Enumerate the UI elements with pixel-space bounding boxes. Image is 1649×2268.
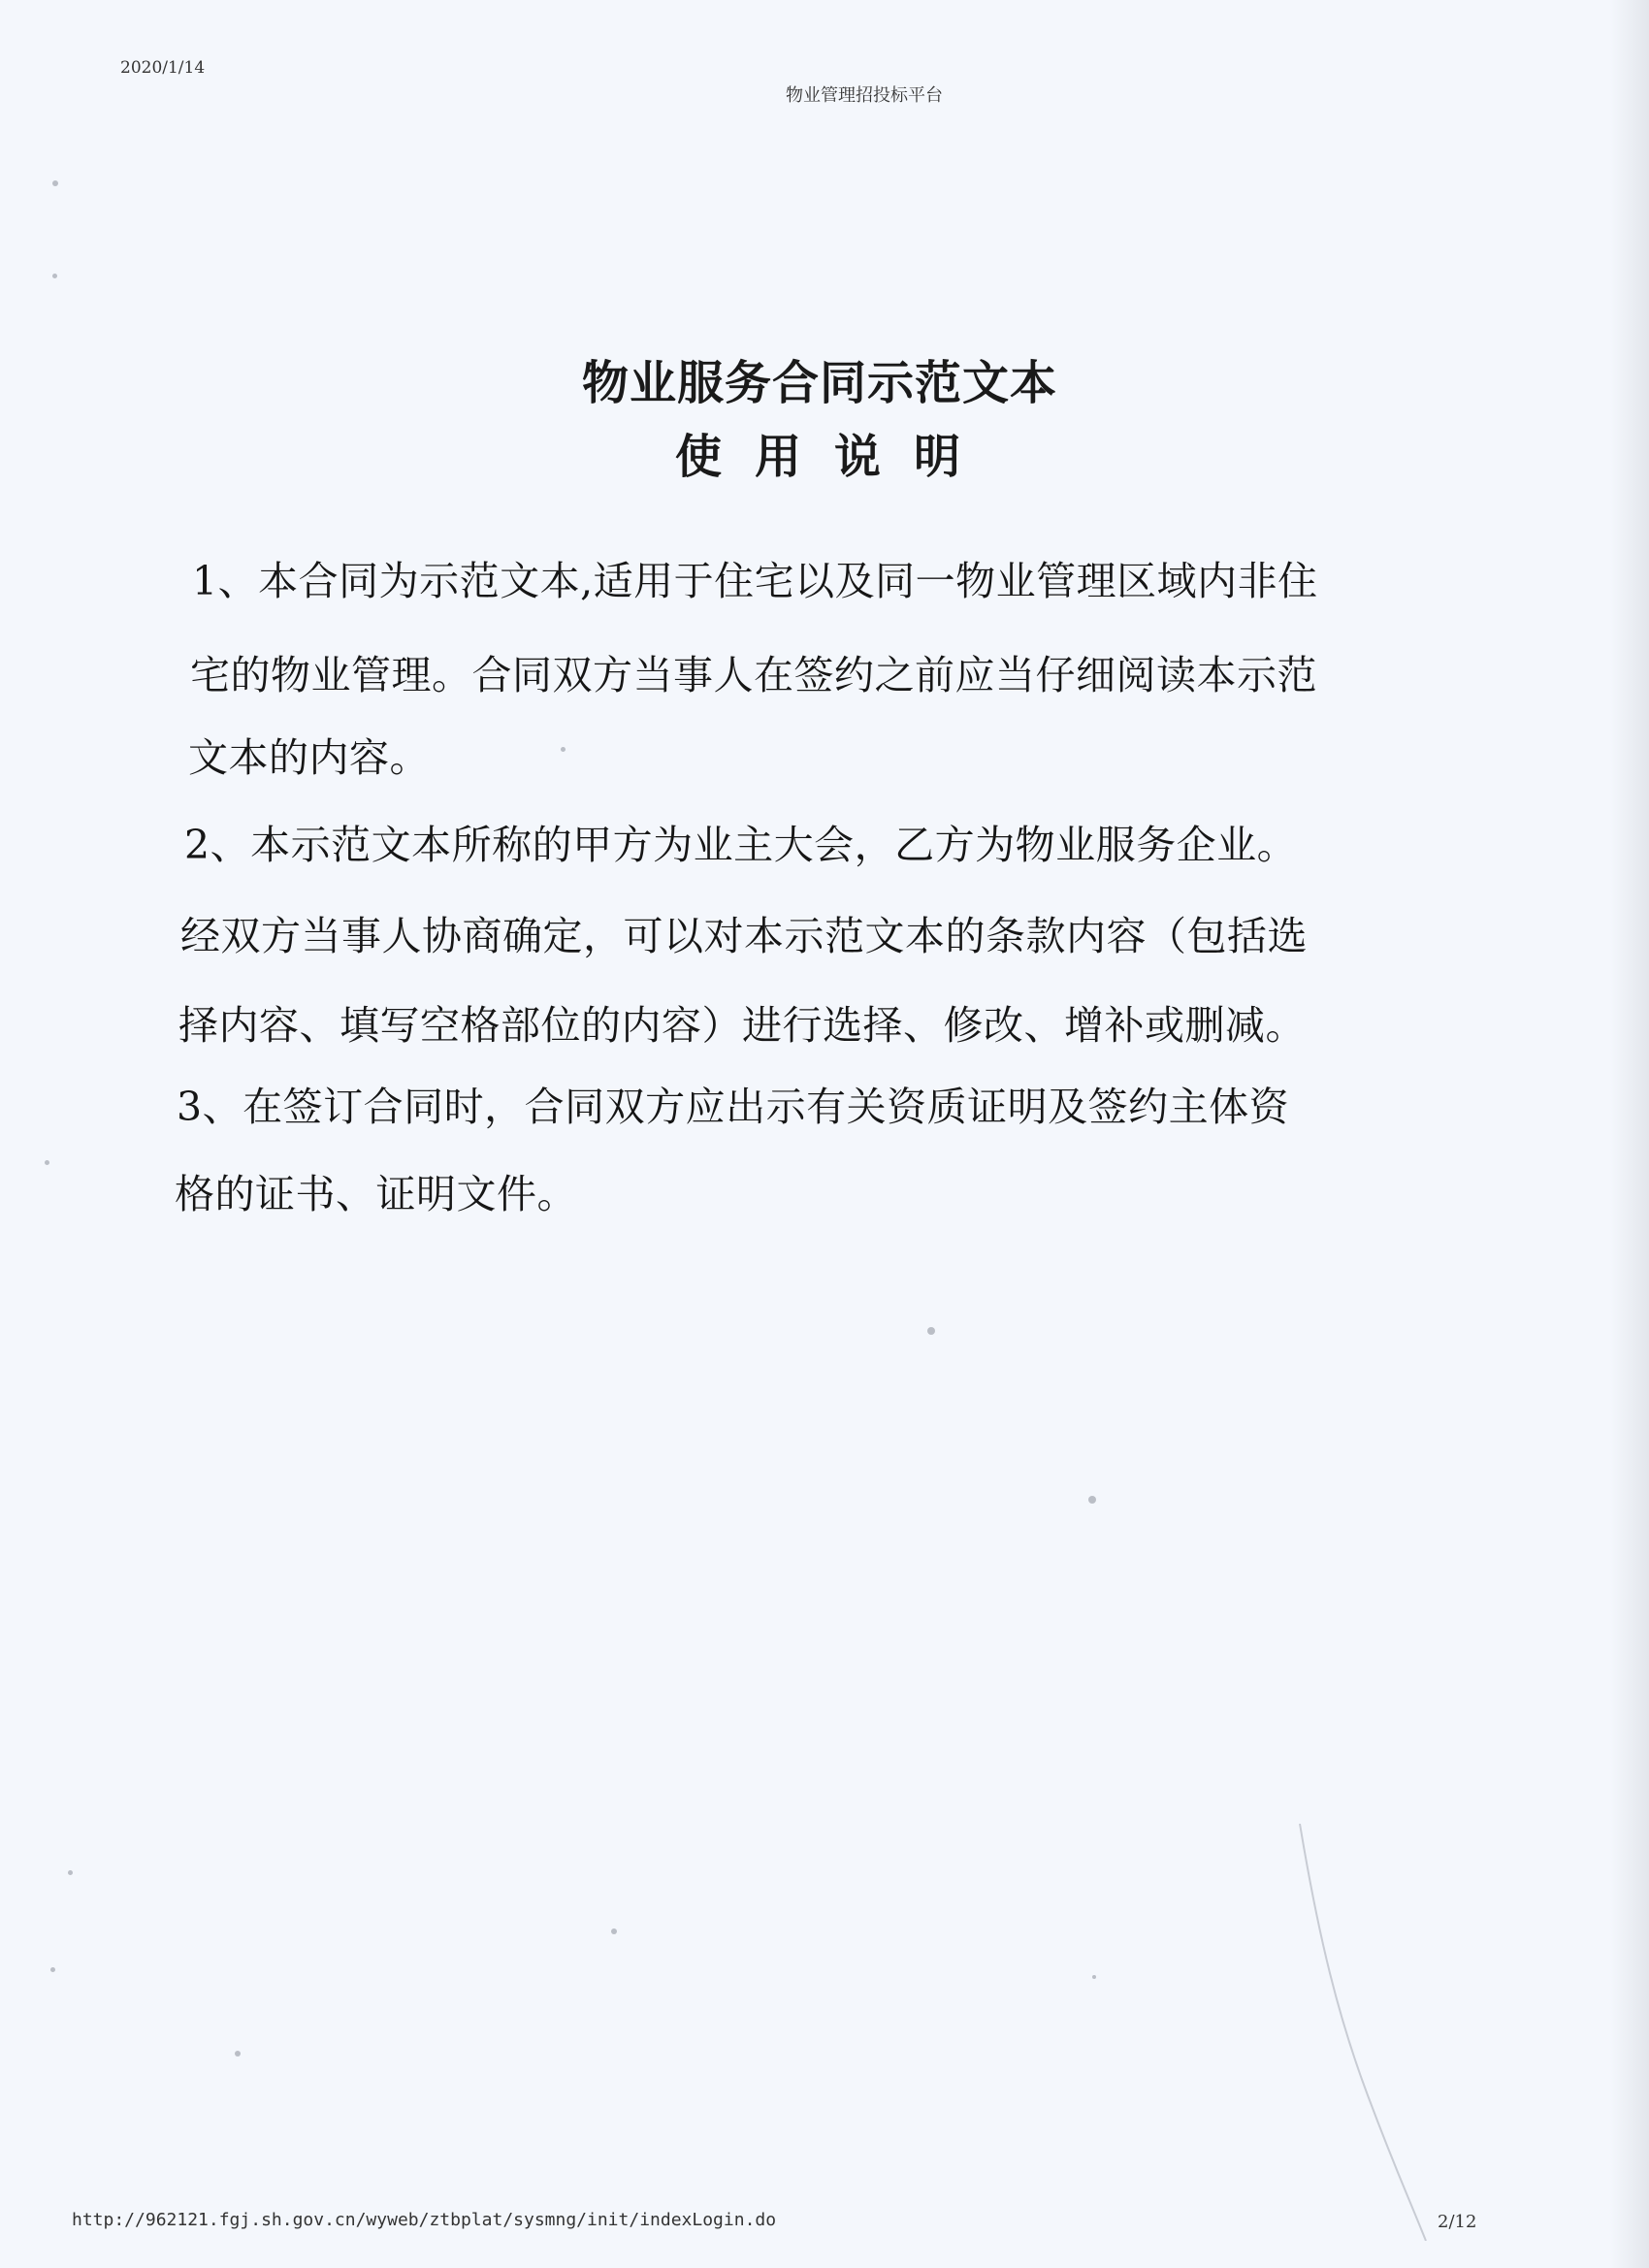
scan-speck <box>611 1928 617 1934</box>
scan-speck <box>45 1160 49 1165</box>
paragraph-3-line-2: 格的证书、证明文件。 <box>175 1171 577 1217</box>
page-number: 2/12 <box>1438 2212 1477 2232</box>
paragraph-2-line-1: 2、本示范文本所称的甲方为业主大会，乙方为物业服务企业。 <box>184 822 1298 868</box>
scan-speck <box>68 1870 73 1875</box>
scan-speck <box>927 1327 935 1335</box>
scan-edge-shade <box>1610 0 1649 2268</box>
paragraph-1-line-2: 宅的物业管理。合同双方当事人在签约之前应当仔细阅读本示范 <box>190 652 1317 698</box>
scan-speck <box>52 274 57 278</box>
site-title: 物业管理招投标平台 <box>786 85 943 106</box>
document-subtitle: 使用说明 <box>674 430 993 484</box>
paragraph-2-line-3: 择内容、填写空格部位的内容）进行选择、修改、增补或删减。 <box>178 1002 1306 1049</box>
paragraph-1-line-1: 1、本合同为示范文本,适用于住宅以及同一物业管理区域内非住 <box>192 558 1318 604</box>
scan-speck <box>235 2051 241 2057</box>
document-title: 物业服务合同示范文本 <box>581 356 1057 410</box>
scan-speck <box>50 1967 55 1972</box>
paragraph-3-line-1: 3、在签订合同时，合同双方应出示有关资质证明及签约主体资 <box>177 1084 1290 1130</box>
paper-crease <box>1280 1824 1436 2241</box>
footer-url: http://962121.fgj.sh.gov.cn/wyweb/ztbplat/sysmng/init/indexLogin.do <box>72 2210 777 2230</box>
print-date: 2020/1/14 <box>120 58 206 78</box>
scan-speck <box>1088 1496 1096 1504</box>
paragraph-1-line-3: 文本的内容。 <box>188 734 430 781</box>
scan-speck <box>561 747 566 752</box>
scan-speck <box>52 180 58 186</box>
scan-speck <box>1092 1975 1096 1979</box>
paragraph-2-line-2: 经双方当事人协商确定，可以对本示范文本的条款内容（包括选 <box>180 913 1308 959</box>
